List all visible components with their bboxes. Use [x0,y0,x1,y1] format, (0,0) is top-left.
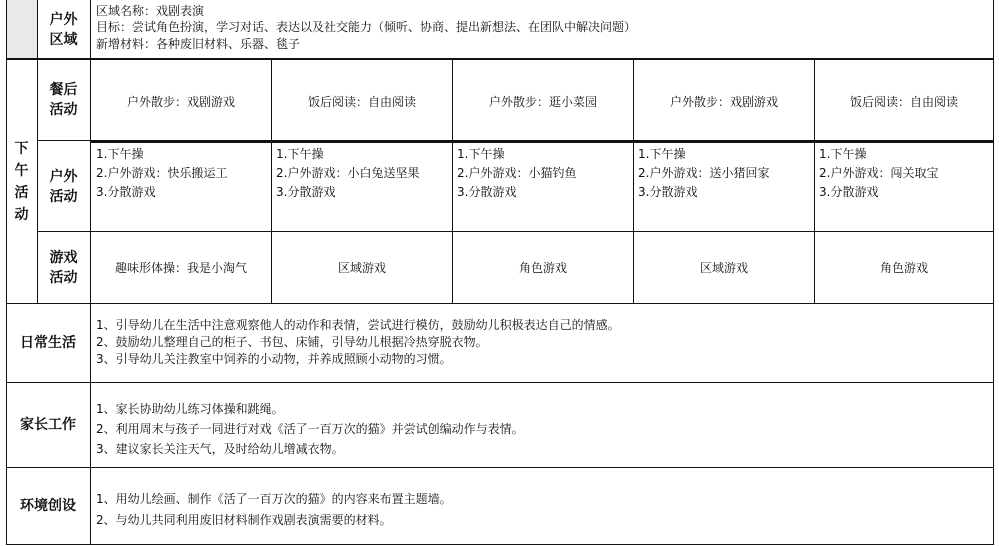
parent-work-header [6,383,90,466]
divider-v-day-2 [452,60,453,303]
game-day-1-text: 趣味形体操：我是小淘气 [114,261,247,275]
outdoor-day-5 [819,145,991,231]
divider-h-after-daily [6,382,994,383]
after-meal-day-4-text: 户外散步：戏剧游戏 [669,94,778,109]
game-day-2 [272,232,452,303]
after-meal-day-1-text: 户外散步：戏剧游戏 [126,94,235,109]
game-day-4-text: 区域游戏 [699,261,748,275]
afternoon-header [6,60,37,303]
environment-item-2: 2、与幼儿共同利用废旧材料制作戏剧表演需要的材料。 [96,513,392,527]
outdoor-day-2-item-3: 3.分散游戏 [276,185,336,199]
after-meal-header-text: 餐后活动 [49,82,78,118]
parent-work-item-2: 2、利用周末与孩子一同进行对戏《活了一百万次的猫》并尝试创编动作与表情。 [96,422,524,436]
divider-v-label-col [90,0,91,545]
outdoor-area-header [37,2,90,58]
game-day-2-text: 区域游戏 [337,261,386,275]
divider-v-top-left [37,0,38,59]
after-meal-day-2 [272,62,452,140]
daily-life-item-1: 1、引导幼儿在生活中注意观察他人的动作和表情，尝试进行模仿，鼓励幼儿积极表达自己的情感。 [96,318,620,332]
outdoor-day-4 [638,145,812,231]
after-meal-day-4 [634,62,814,140]
outdoor-day-1-item-3: 3.分散游戏 [96,185,156,199]
divider-h-after-outdoor [37,231,994,232]
outdoor-day-3-item-3: 3.分散游戏 [457,185,517,199]
outdoor-day-2 [276,145,450,231]
divider-h-after-outdoor-area [6,58,994,60]
environment-header [6,468,90,544]
after-meal-day-5-text: 饭后阅读：自由阅读 [849,94,958,109]
area-name-line: 区域名称：戏剧表演 [96,4,205,18]
daily-life-header [6,304,90,381]
environment-header-text: 环境创设 [20,498,76,514]
border-right [993,0,994,545]
border-bottom [6,544,994,545]
outdoor-day-2-item-2: 2.户外游戏：小白兔送坚果 [276,166,420,180]
divider-h-after-afternoon [6,303,994,304]
game-day-5-text: 角色游戏 [879,261,928,275]
game-day-3 [453,232,633,303]
outdoor-day-4-item-2: 2.户外游戏：送小猪回家 [638,166,770,180]
divider-h-after-meal-label [37,140,91,141]
game-day-4 [634,232,814,303]
daily-life-content [96,317,991,379]
border-left [6,0,7,545]
outdoor-day-1 [96,145,270,231]
game-activity-header [37,232,90,303]
game-day-5 [815,232,993,303]
game-activity-header-text: 游戏活动 [49,249,78,286]
after-meal-header [37,60,90,140]
divider-v-afternoon [37,60,38,303]
afternoon-header-text: 下午活动 [14,140,29,223]
parent-work-content [96,399,991,465]
daily-life-item-3: 3、引导幼儿关注教室中饲养的小动物，并养成照顾小动物的习惯。 [96,352,452,366]
outdoor-activity-header-text: 户外活动 [49,169,78,205]
after-meal-day-3 [453,62,633,140]
outdoor-day-5-item-1: 1.下午操 [819,147,867,161]
parent-work-header-text: 家长工作 [20,416,76,433]
outdoor-day-3 [457,145,631,231]
outdoor-activity-header [37,143,90,231]
daily-life-item-2: 2、鼓励幼儿整理自己的柜子、书包、床铺，引导幼儿根据冷热穿脱衣物。 [96,335,488,349]
outdoor-day-4-item-1: 1.下午操 [638,147,686,161]
outdoor-day-4-item-3: 3.分散游戏 [638,185,698,199]
divider-v-day-3 [633,60,634,303]
after-meal-day-1 [91,62,271,140]
parent-work-item-1: 1、家长协助幼儿练习体操和跳绳。 [96,402,284,416]
environment-content [96,489,991,539]
environment-item-1: 1、用幼儿绘画、制作《活了一百万次的猫》的内容来布置主题墙。 [96,492,452,506]
divider-h-after-parent [6,467,994,468]
outdoor-area-header-text: 户外区域 [49,12,78,48]
daily-life-header-text: 日常生活 [20,334,76,351]
divider-v-day-1 [271,60,272,303]
after-meal-day-5 [815,62,993,140]
game-day-3-text: 角色游戏 [518,261,567,275]
parent-work-item-3: 3、建议家长关注天气，及时给幼儿增减衣物。 [96,442,344,456]
game-day-1 [91,232,271,303]
outdoor-day-2-item-1: 1.下午操 [276,147,324,161]
outdoor-area-content [96,4,991,58]
outdoor-day-3-item-1: 1.下午操 [457,147,505,161]
divider-h-after-meal [90,140,994,143]
outdoor-day-5-item-3: 3.分散游戏 [819,185,879,199]
left-strip-top [6,0,37,58]
after-meal-day-2-text: 饭后阅读：自由阅读 [307,94,416,109]
outdoor-day-5-item-2: 2.户外游戏：闯关取宝 [819,166,939,180]
divider-v-day-4 [814,60,815,303]
outdoor-day-3-item-2: 2.户外游戏：小猫钓鱼 [457,166,577,180]
area-goal-line: 目标：尝试角色扮演，学习对话、表达以及社交能力（倾听、协商、提出新想法、在团队中解决问题） [96,20,637,34]
outdoor-day-1-item-1: 1.下午操 [96,147,144,161]
outdoor-day-1-item-2: 2.户外游戏：快乐搬运工 [96,166,228,180]
after-meal-day-3-text: 户外散步：逛小菜园 [488,94,597,109]
area-materials-line: 新增材料：各种废旧材料、乐器、毯子 [96,37,301,51]
